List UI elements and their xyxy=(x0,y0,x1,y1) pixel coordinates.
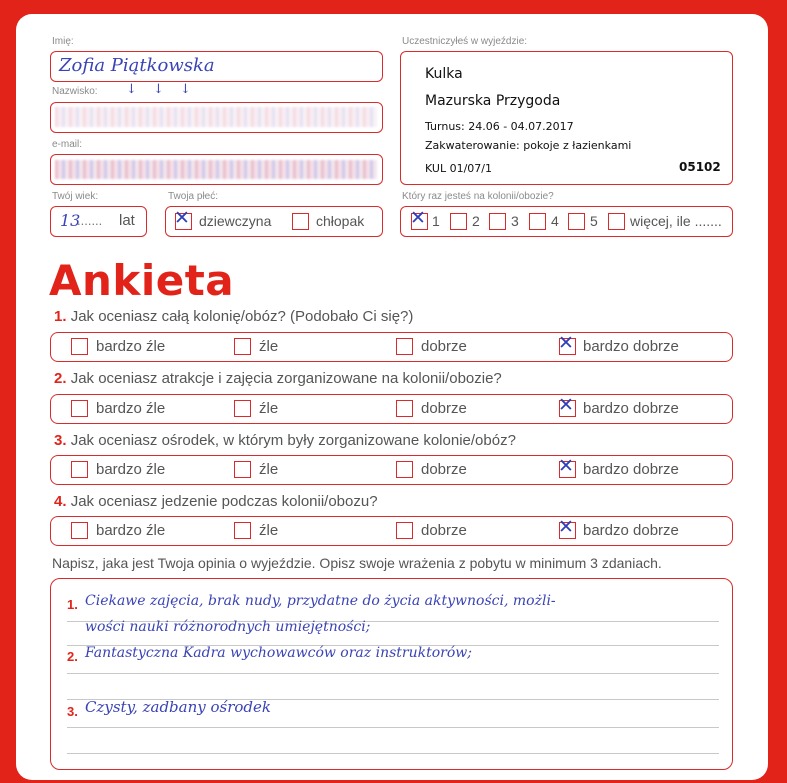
question-4-options xyxy=(50,516,733,546)
q2-bad-label: źle xyxy=(259,400,279,417)
question-2 xyxy=(54,370,502,387)
first-name-value: Zofia Piątkowska xyxy=(59,55,215,76)
female-label: dziewczyna xyxy=(199,213,272,229)
male-checkbox[interactable] xyxy=(292,213,309,230)
trip-accommodation: Zakwaterowanie: pokoje z łazienkami xyxy=(425,139,632,152)
q1-very-bad-checkbox[interactable] xyxy=(71,338,88,355)
last-name-field[interactable] xyxy=(50,102,383,133)
q3-bad-label: źle xyxy=(259,461,279,478)
times-5-label: 5 xyxy=(590,213,598,229)
ruled-line xyxy=(67,753,719,754)
arrows-annotation: ↓ ↓ ↓ xyxy=(126,82,197,97)
q2-bad-checkbox[interactable] xyxy=(234,400,251,417)
q1-very-good-label: bardzo dobrze xyxy=(583,338,679,355)
q2-good-checkbox[interactable] xyxy=(396,400,413,417)
q4-very-good-checkbox[interactable] xyxy=(558,516,576,539)
male-label: chłopak xyxy=(316,213,365,229)
age-label: Twój wiek: xyxy=(52,191,99,202)
survey-sheet xyxy=(16,14,768,780)
survey-title: Ankieta xyxy=(49,256,235,305)
email-field[interactable] xyxy=(50,154,383,185)
question-1 xyxy=(54,308,413,325)
participated-label: Uczestniczyłeś w wyjeździe: xyxy=(402,36,528,47)
checkmark: ✕ xyxy=(558,332,574,354)
q3-very-bad-label: bardzo źle xyxy=(96,461,166,478)
ruled-line xyxy=(67,673,719,674)
question-4-number: 4. xyxy=(54,493,67,510)
redacted-last-name xyxy=(55,107,377,127)
times-4-label: 4 xyxy=(551,213,559,229)
q2-very-good-label: bardzo dobrze xyxy=(583,400,679,417)
times-2-checkbox[interactable] xyxy=(450,213,467,230)
gender-label: Twoja płeć: xyxy=(168,191,219,202)
times-1-checkbox[interactable] xyxy=(410,207,428,230)
q3-good-checkbox[interactable] xyxy=(396,461,413,478)
question-3-text: Jak oceniasz ośrodek, w którym były zorganizowane kolonie/obóz? xyxy=(70,432,516,449)
question-2-options xyxy=(50,394,733,424)
opinion-prompt: Napisz, jaka jest Twoja opinia o wyjeździe. Opisz swoje wrażenia z pobytu w minimum 3 zdaniach. xyxy=(52,555,662,571)
female-checkbox[interactable] xyxy=(174,207,192,230)
email-label: e-mail: xyxy=(52,139,83,150)
answer-2-number: 2. xyxy=(67,649,78,664)
trip-program: Mazurska Przygoda xyxy=(425,93,561,109)
times-3-label: 3 xyxy=(511,213,519,229)
last-name-label: Nazwisko: xyxy=(52,86,98,97)
trip-info-box xyxy=(400,51,733,185)
checkmark: ✕ xyxy=(174,207,190,229)
opinion-textarea[interactable] xyxy=(50,578,733,770)
age-field[interactable] xyxy=(50,206,147,237)
ruled-line xyxy=(67,727,719,728)
q2-very-good-checkbox[interactable] xyxy=(558,394,576,417)
q3-very-bad-checkbox[interactable] xyxy=(71,461,88,478)
question-4 xyxy=(54,493,378,510)
trip-name: Kulka xyxy=(425,66,463,82)
checkmark: ✕ xyxy=(410,207,426,229)
q4-bad-checkbox[interactable] xyxy=(234,522,251,539)
times-label: Który raz jesteś na kolonii/obozie? xyxy=(402,191,554,202)
q1-good-checkbox[interactable] xyxy=(396,338,413,355)
times-3-checkbox[interactable] xyxy=(489,213,506,230)
q4-very-bad-checkbox[interactable] xyxy=(71,522,88,539)
q4-good-label: dobrze xyxy=(421,522,467,539)
answer-2-line-1: Fantastyczna Kadra wychowawców oraz instruktorów; xyxy=(85,645,472,661)
trip-turnus: Turnus: 24.06 - 04.07.2017 xyxy=(425,120,574,133)
age-value: 13 xyxy=(60,211,81,230)
times-more-label: więcej, ile ....... xyxy=(630,213,722,229)
question-4-text: Jak oceniasz jedzenie podczas kolonii/obozu? xyxy=(70,493,378,510)
answer-1-line-1: Ciekawe zajęcia, brak nudy, przydatne do życia aktywności, możli- xyxy=(85,593,556,609)
q2-good-label: dobrze xyxy=(421,400,467,417)
answer-1-line-2: wości nauki różnorodnych umiejętności; xyxy=(85,619,371,635)
times-field xyxy=(400,206,733,237)
gender-field xyxy=(165,206,383,237)
redacted-email xyxy=(55,160,377,179)
q2-very-bad-label: bardzo źle xyxy=(96,400,166,417)
q1-good-label: dobrze xyxy=(421,338,467,355)
q3-very-good-checkbox[interactable] xyxy=(558,455,576,478)
q1-bad-label: źle xyxy=(259,338,279,355)
question-2-number: 2. xyxy=(54,370,67,387)
question-3-number: 3. xyxy=(54,432,67,449)
trip-code: KUL 01/07/1 xyxy=(425,162,492,175)
answer-3-line-1: Czysty, zadbany ośrodek xyxy=(85,698,271,716)
times-4-checkbox[interactable] xyxy=(529,213,546,230)
question-3-options xyxy=(50,455,733,485)
checkmark: ✕ xyxy=(558,394,574,416)
question-1-options xyxy=(50,332,733,362)
q3-bad-checkbox[interactable] xyxy=(234,461,251,478)
times-1-label: 1 xyxy=(432,213,440,229)
q4-good-checkbox[interactable] xyxy=(396,522,413,539)
first-name-field[interactable] xyxy=(50,51,383,82)
first-name-label: Imię: xyxy=(52,36,74,47)
age-dots: ....... xyxy=(77,213,103,228)
checkmark: ✕ xyxy=(558,455,574,477)
answer-1-number: 1. xyxy=(67,597,78,612)
age-unit: lat xyxy=(119,212,135,229)
q3-very-good-label: bardzo dobrze xyxy=(583,461,679,478)
q1-bad-checkbox[interactable] xyxy=(234,338,251,355)
question-3 xyxy=(54,432,516,449)
q3-good-label: dobrze xyxy=(421,461,467,478)
answer-3-number: 3. xyxy=(67,704,78,719)
question-2-text: Jak oceniasz atrakcje i zajęcia zorganizowane na kolonii/obozie? xyxy=(70,370,502,387)
q1-very-bad-label: bardzo źle xyxy=(96,338,166,355)
times-more-checkbox[interactable] xyxy=(608,213,625,230)
times-5-checkbox[interactable] xyxy=(568,213,585,230)
q4-very-bad-label: bardzo źle xyxy=(96,522,166,539)
q4-bad-label: źle xyxy=(259,522,279,539)
q4-very-good-label: bardzo dobrze xyxy=(583,522,679,539)
question-1-text: Jak oceniasz całą kolonię/obóz? (Podobało Ci się?) xyxy=(70,308,414,325)
question-1-number: 1. xyxy=(54,308,67,325)
checkmark: ✕ xyxy=(558,516,574,538)
q2-very-bad-checkbox[interactable] xyxy=(71,400,88,417)
times-2-label: 2 xyxy=(472,213,480,229)
q1-very-good-checkbox[interactable] xyxy=(558,332,576,355)
trip-number: 05102 xyxy=(679,160,721,174)
